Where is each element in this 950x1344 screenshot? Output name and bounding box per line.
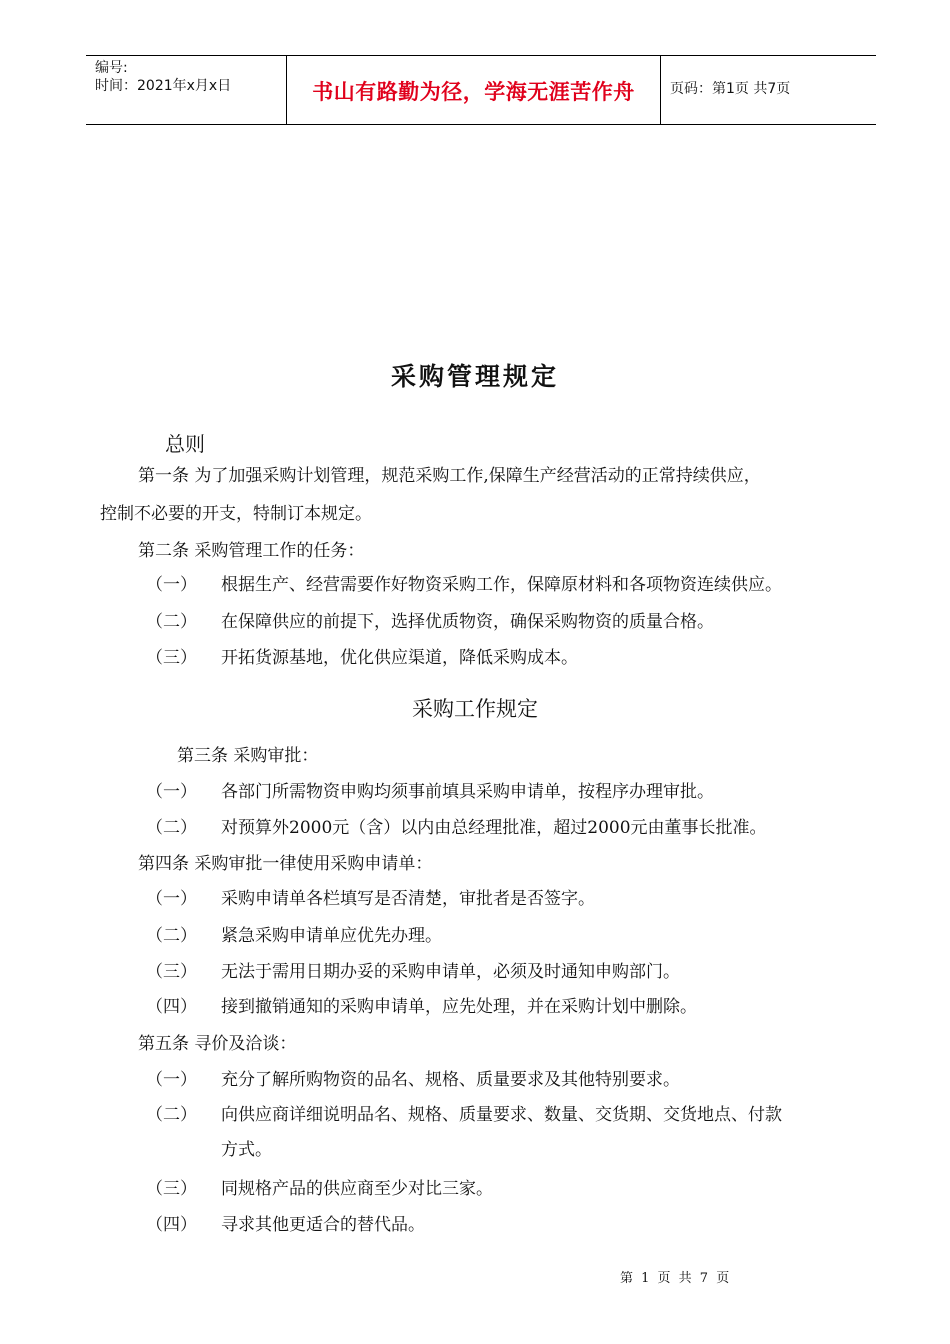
list-item-text: 对预算外2000元（含）以内由总经理批准，超过2000元由董事长批准。 [221,818,767,838]
page-header [86,55,876,125]
list-item-number: （四） [146,997,197,1017]
article-1-line-1: 第一条 为了加强采购计划管理，规范采购工作,保障生产经营活动的正常持续供应， [138,466,761,486]
list-item-number: （二） [146,1105,197,1125]
list-item-number: （一） [146,889,197,909]
article-5-heading: 第五条 寻价及洽谈： [138,1034,297,1054]
article-2-heading: 第二条 采购管理工作的任务： [138,541,365,561]
document-title: 采购管理规定 [390,362,559,391]
list-item-number: （二） [146,926,197,946]
document-number-label: 编号: [95,60,128,76]
header-page-number: 页码：第1页 共7页 [670,81,791,97]
list-item-number: （三） [146,648,197,668]
list-item-text: 充分了解所购物资的品名、规格、质量要求及其他特别要求。 [221,1070,680,1090]
list-item-text: 接到撤销通知的采购申请单，应先处理，并在采购计划中删除。 [221,997,697,1017]
footer-page-number: 第 1 页 共 7 页 [620,1271,732,1286]
list-item-text: 在保障供应的前提下，选择优质物资，确保采购物资的质量合格。 [221,612,714,632]
article-4-heading: 第四条 采购审批一律使用采购申请单： [138,854,433,874]
document-time-label: 时间：2021年x月x日 [95,78,232,94]
header-motto-cell [287,56,661,124]
list-item-number: （三） [146,962,197,982]
list-item-text: 向供应商详细说明品名、规格、质量要求、数量、交货期、交货地点、付款 [221,1105,782,1125]
list-item-number: （一） [146,782,197,802]
list-item-number: （三） [146,1179,197,1199]
list-item-number: （二） [146,818,197,838]
list-item-text: 开拓货源基地，优化供应渠道，降低采购成本。 [221,648,578,668]
list-item-number: （一） [146,575,197,595]
list-item-number: （四） [146,1215,197,1235]
list-item-text: 寻求其他更适合的替代品。 [221,1215,425,1235]
list-item-number: （一） [146,1070,197,1090]
article-3-heading: 第三条 采购审批： [177,746,319,766]
header-meta-cell [86,56,287,124]
list-item-number: （二） [146,612,197,632]
list-item-text: 各部门所需物资申购均须事前填具采购申请单，按程序办理审批。 [221,782,714,802]
header-motto: 书山有路勤为径，学海无涯苦作舟 [312,80,635,104]
list-item-text: 紧急采购申请单应优先办理。 [221,926,442,946]
list-item-continuation: 方式。 [221,1140,272,1160]
list-item-text: 根据生产、经营需要作好物资采购工作，保障原材料和各项物资连续供应。 [221,575,782,595]
list-item-text: 同规格产品的供应商至少对比三家。 [221,1179,493,1199]
article-1-line-2: 控制不必要的开支，特制订本规定。 [100,504,372,524]
header-page-cell [661,56,876,124]
list-item-text: 采购申请单各栏填写是否清楚，审批者是否签字。 [221,889,595,909]
general-heading: 总则 [165,432,205,456]
list-item-text: 无法于需用日期办妥的采购申请单，必须及时通知申购部门。 [221,962,680,982]
section-title: 采购工作规定 [412,697,538,721]
